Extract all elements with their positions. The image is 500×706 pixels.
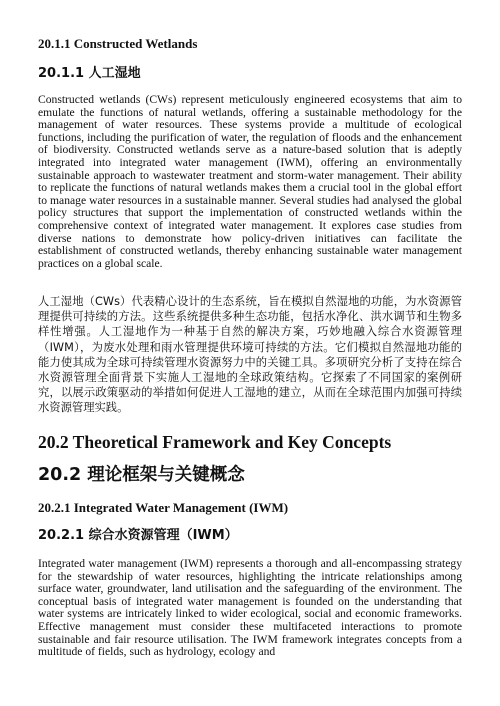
section-heading-constructed-wetlands-zh: 20.1.1 人工湿地	[38, 66, 141, 81]
paragraph-constructed-wetlands: Constructed wetlands (CWs) represent meticulously engineered ecosystems that aim to emulate the functions of natural wetlands, offering a sustainable methodology for the management of water resources. These systems provide a multitude of ecological functions, including the purification of water, the regulation of floods and the enhancement of biodiversity. Constructed wetlands serve as a nature-based solution that is adeptly integrated into integrated water management (IWM), offering an environmentally sustainable approach to wastewater treatment and storm-water management. Their ability to replicate the functions of natural wetlands makes them a crucial tool in the global effort to manage water resources in a sustainable manner. Several studies had analysed the global policy structures that support the implementation of constructed wetlands within the comprehensive context of integrated water management. It explores case studies from diverse nations to demonstrate how policy-driven initiatives can facilitate the establishment of constructed wetlands, thereby enhancing sustainable water management practices on a global scale.	[38, 93, 462, 270]
paragraph-constructed-wetlands-zh: 人工湿地（CWs）代表精心设计的生态系统，旨在模拟自然湿地的功能，为水资源管理提供可持续的方法。这些系统提供多种生态功能，包括水净化、洪水调节和生物多样性增强。人工湿地作为一种基于自然的解决方案，巧妙地融入综合水资源管理（IWM），为废水处理和雨水管理提供环境可持续的方法。它们模拟自然湿地功能的能力使其成为全球可持续管理水资源努力中的关键工具。多项研究分析了支持在综合水资源管理全面背景下实施人工湿地的全球政策结构。它探索了不同国家的案例研究，以展示政策驱动的举措如何促进人工湿地的建立，从而在全球范围内加强可持续水资源管理实践。	[38, 295, 462, 415]
section-heading-iwm: 20.2.1 Integrated Water Management (IWM)	[38, 500, 289, 515]
section-heading-iwm-zh: 20.2.1 综合水资源管理（IWM）	[38, 528, 238, 543]
section-heading-theoretical-framework: 20.2 Theoretical Framework and Key Concepts	[38, 432, 392, 452]
paragraph-iwm: Integrated water management (IWM) represents a thorough and all-encompassing strategy for the stewardship of water resources, highlighting the intricate relationships among surface water, groundwater, land utilisation and the safeguarding of the environment. The conceptual basis of integrated water management is founded on the understanding that water systems are intricately linked to wider ecological, social and economic frameworks. Effective management must consider these multifaceted interactions to promote sustainable and fair resource utilisation. The IWM framework integrates concepts from a multitude of fields, such as hydrology, ecology and	[38, 557, 462, 659]
section-heading-constructed-wetlands: 20.1.1 Constructed Wetlands	[38, 36, 198, 51]
section-heading-theoretical-framework-zh: 20.2 理论框架与关键概念	[38, 465, 245, 485]
